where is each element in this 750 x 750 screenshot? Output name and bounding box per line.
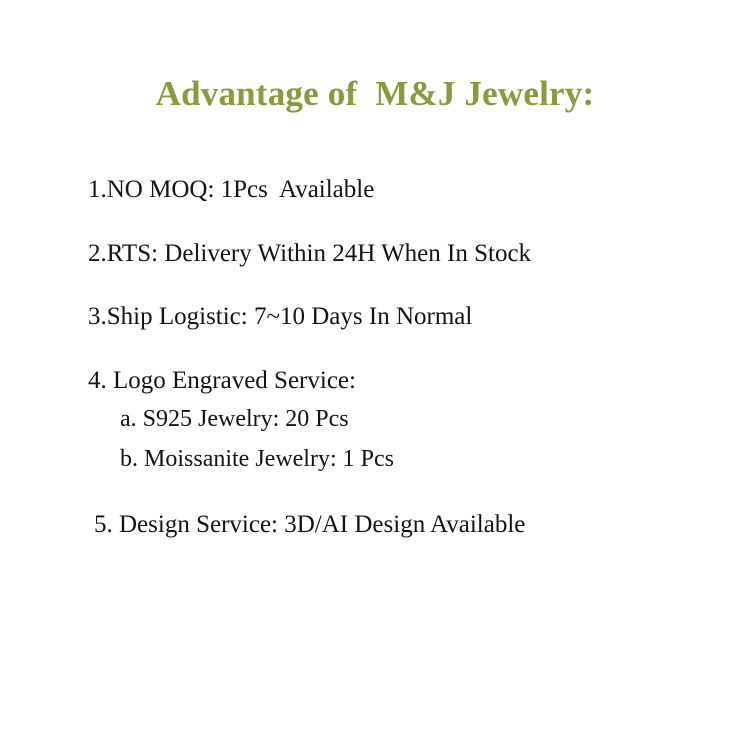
list-item: 2.RTS: Delivery Within 24H When In Stock xyxy=(88,239,532,267)
advantage-list xyxy=(88,176,708,538)
list-item: 5. Design Service: 3D/AI Design Available xyxy=(94,510,526,538)
list-item: 3.Ship Logistic: 7~10 Days In Normal xyxy=(88,303,473,330)
page-title: Advantage of M&J Jewelry: xyxy=(155,74,595,113)
list-item: 1.NO MOQ: 1Pcs Available xyxy=(88,176,375,203)
list-item: 4. Logo Engraved Service: xyxy=(88,366,356,394)
list-sub-item: b. Moissanite Jewelry: 1 Pcs xyxy=(120,446,394,473)
list-sub-item: a. S925 Jewelry: 20 Pcs xyxy=(120,406,349,432)
